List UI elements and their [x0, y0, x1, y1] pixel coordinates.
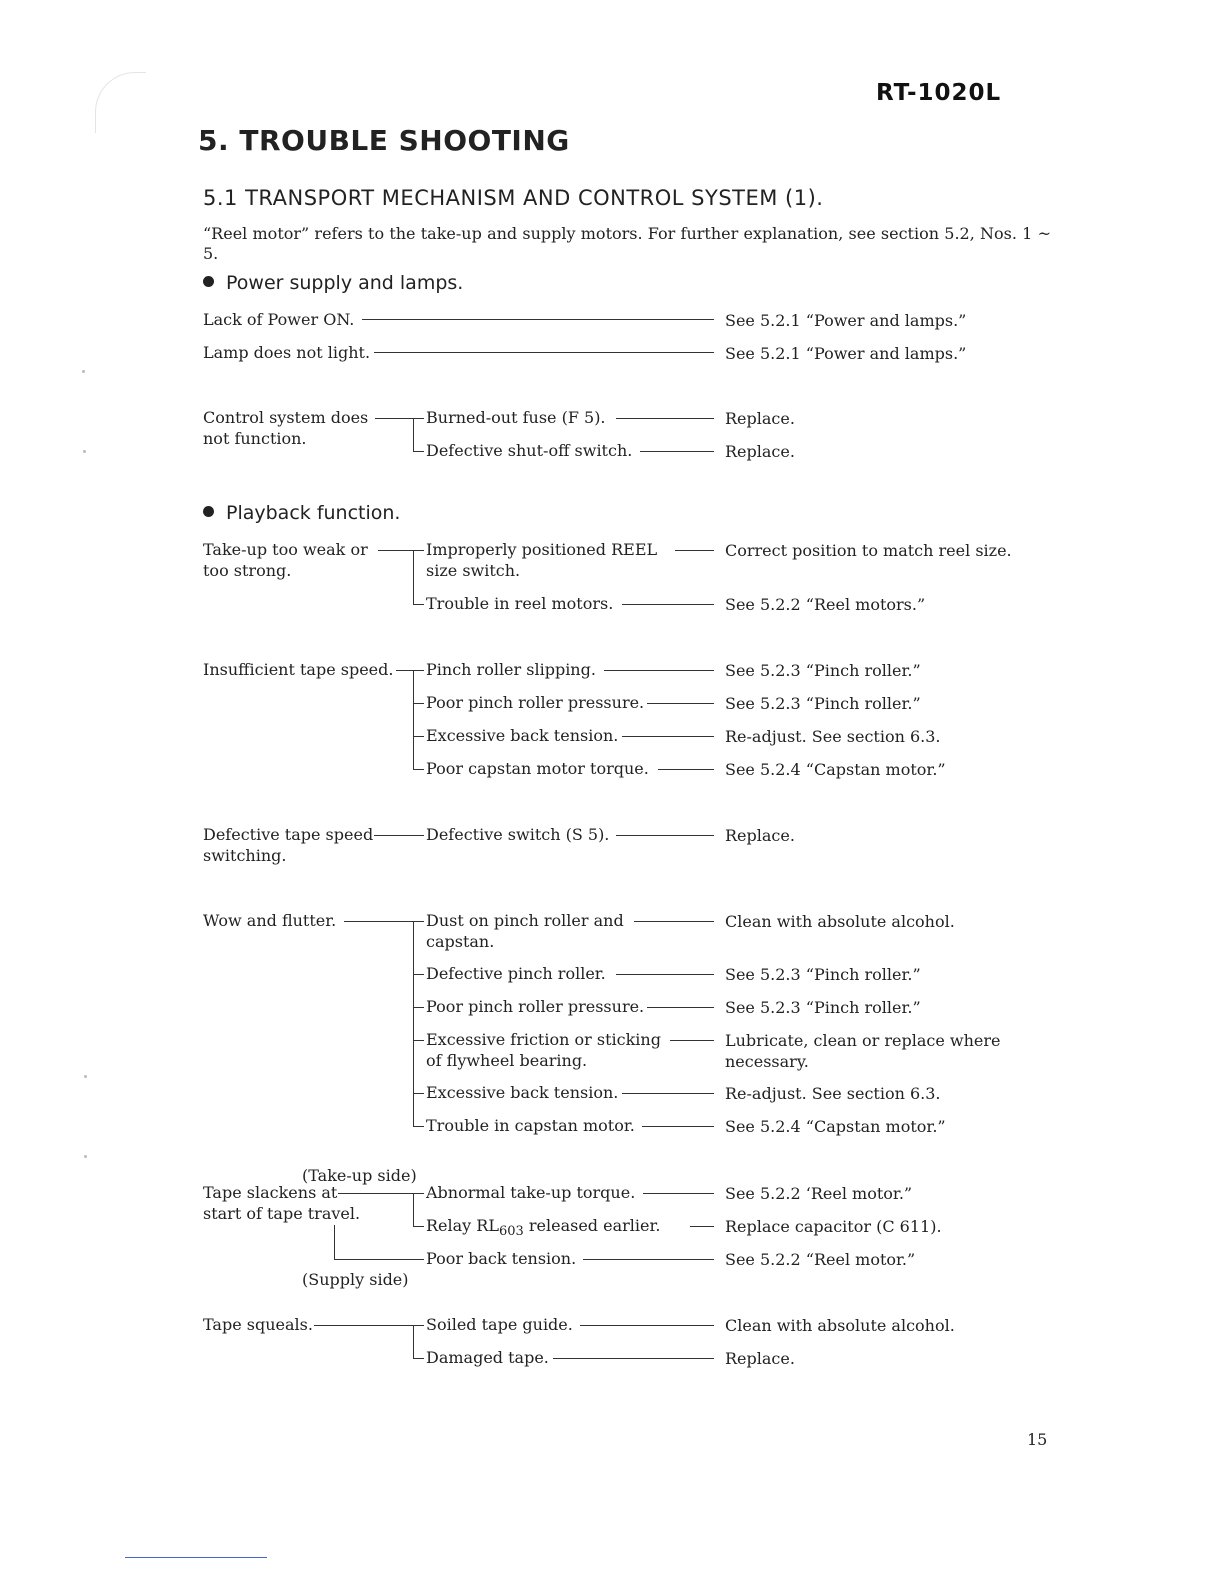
symptom-squeal: Tape squeals. [203, 1315, 313, 1334]
connector-line [553, 1358, 714, 1359]
connector-line [413, 736, 424, 737]
symptom-takeup-1: Take-up too weak or [203, 540, 368, 559]
connector-line [622, 736, 714, 737]
scan-speck [84, 1075, 87, 1078]
remedy-speed-switch: Replace. [725, 826, 795, 845]
bracket-line [334, 1225, 335, 1259]
connector-line [375, 418, 424, 419]
bracket-line [413, 1325, 414, 1358]
scan-speck [83, 450, 86, 453]
connector-line [413, 451, 424, 452]
label-takeup-side: (Take-up side) [302, 1166, 417, 1185]
connector-line [413, 1358, 424, 1359]
symptom-takeup-2: too strong. [203, 561, 292, 580]
remedy-wow-1: Clean with absolute alcohol. [725, 912, 955, 931]
connector-line [413, 1007, 424, 1008]
page-number: 15 [1027, 1430, 1048, 1449]
connector-line [616, 418, 714, 419]
connector-line [647, 1007, 714, 1008]
connector-line [658, 769, 714, 770]
symptom-speed: Insufficient tape speed. [203, 660, 394, 679]
cause-squeal-2: Damaged tape. [426, 1348, 549, 1367]
model-number: RT-1020L [876, 80, 1002, 106]
remedy-lamp: See 5.2.1 “Power and lamps.” [725, 344, 967, 363]
scan-speck [82, 370, 85, 373]
cause-wow-4a: Excessive friction or sticking [426, 1030, 661, 1049]
connector-line [642, 1126, 714, 1127]
remedy-takeup-2: See 5.2.2 “Reel motors.” [725, 595, 926, 614]
remedy-slack-3: See 5.2.2 “Reel motor.” [725, 1250, 916, 1269]
connector-line [396, 670, 424, 671]
connector-line [413, 1126, 424, 1127]
connector-line [622, 604, 714, 605]
connector-line [670, 1040, 714, 1041]
connector-line [374, 352, 714, 353]
remedy-wow-3: See 5.2.3 “Pinch roller.” [725, 998, 921, 1017]
symptom-wow: Wow and flutter. [203, 911, 337, 930]
intro-paragraph: “Reel motor” refers to the take-up and supply motors. For further explanation, see section 5.2, Nos. 1 ~ 5. [203, 224, 1051, 263]
connector-line [647, 703, 714, 704]
connector-line [413, 1226, 424, 1227]
cause-slack-1: Abnormal take-up torque. [426, 1183, 636, 1202]
remedy-squeal-1: Clean with absolute alcohol. [725, 1316, 955, 1335]
connector-line [580, 1325, 714, 1326]
cause-speed-3: Excessive back tension. [426, 726, 619, 745]
connector-line [634, 921, 714, 922]
remedy-wow-6: See 5.2.4 “Capstan motor.” [725, 1117, 946, 1136]
cause-squeal-1: Soiled tape guide. [426, 1315, 573, 1334]
page-title: 5. TROUBLE SHOOTING [198, 124, 570, 157]
label-supply-side: (Supply side) [302, 1270, 409, 1289]
connector-line [413, 1093, 424, 1094]
cause-takeup-1b: size switch. [426, 561, 521, 580]
bracket-line [413, 418, 414, 451]
cause-slack-2: Relay $RL_{603}$ released earlier. [426, 1216, 661, 1239]
cause-control-2: Defective shut-off switch. [426, 441, 633, 460]
symptom-control-2: not function. [203, 429, 307, 448]
symptom-lamp: Lamp does not light. [203, 343, 371, 362]
bracket-line [413, 1193, 414, 1226]
connector-line [675, 550, 714, 551]
remedy-speed-3: Re-adjust. See section 6.3. [725, 727, 941, 746]
cause-wow-3: Poor pinch roller pressure. [426, 997, 645, 1016]
connector-line [338, 1193, 424, 1194]
symptom-speed-switch-2: switching. [203, 846, 287, 865]
remedy-wow-4a: Lubricate, clean or replace where [725, 1031, 1001, 1050]
remedy-control-1: Replace. [725, 409, 795, 428]
group-heading-power: Power supply and lamps. [203, 272, 463, 294]
connector-line [344, 921, 424, 922]
remedy-speed-1: See 5.2.3 “Pinch roller.” [725, 661, 921, 680]
bracket-line [413, 921, 414, 1126]
cause-slack-3: Poor back tension. [426, 1249, 577, 1268]
scan-edge-line [125, 1557, 267, 1558]
connector-line [334, 1259, 424, 1260]
remedy-speed-2: See 5.2.3 “Pinch roller.” [725, 694, 921, 713]
remedy-wow-5: Re-adjust. See section 6.3. [725, 1084, 941, 1103]
bullet-icon [203, 276, 214, 287]
remedy-lack-power: See 5.2.1 “Power and lamps.” [725, 311, 967, 330]
remedy-squeal-2: Replace. [725, 1349, 795, 1368]
connector-line [413, 1040, 424, 1041]
remedy-takeup-1: Correct position to match reel size. [725, 541, 1012, 560]
connector-line [413, 769, 424, 770]
connector-line [616, 835, 714, 836]
symptom-slack-1: Tape slackens at [203, 1183, 338, 1202]
remedy-wow-2: See 5.2.3 “Pinch roller.” [725, 965, 921, 984]
bracket-line [413, 670, 414, 769]
cause-wow-6: Trouble in capstan motor. [426, 1116, 635, 1135]
cause-takeup-2: Trouble in reel motors. [426, 594, 614, 613]
bullet-icon [203, 506, 214, 517]
cause-wow-2: Defective pinch roller. [426, 964, 606, 983]
remedy-wow-4b: necessary. [725, 1052, 809, 1071]
cause-takeup-1a: Improperly positioned REEL [426, 540, 658, 559]
cause-speed-switch: Defective switch (S 5). [426, 825, 610, 844]
cause-wow-1b: capstan. [426, 932, 495, 951]
cause-speed-4: Poor capstan motor torque. [426, 759, 649, 778]
connector-line [378, 550, 424, 551]
symptom-slack-2: start of tape travel. [203, 1204, 361, 1223]
connector-line [413, 604, 424, 605]
symptom-speed-switch-1: Defective tape speed [203, 825, 374, 844]
cause-speed-2: Poor pinch roller pressure. [426, 693, 645, 712]
cause-control-1: Burned-out fuse (F 5). [426, 408, 606, 427]
remedy-slack-2: Replace capacitor (C 611). [725, 1217, 942, 1236]
cause-speed-1: Pinch roller slipping. [426, 660, 596, 679]
connector-line [616, 974, 714, 975]
group-heading-playback: Playback function. [203, 502, 400, 524]
connector-line [413, 974, 424, 975]
connector-line [314, 1325, 424, 1326]
cause-wow-5: Excessive back tension. [426, 1083, 619, 1102]
remedy-control-2: Replace. [725, 442, 795, 461]
symptom-control-1: Control system does [203, 408, 369, 427]
symptom-lack-power: Lack of Power ON. [203, 310, 355, 329]
section-title: 5.1 TRANSPORT MECHANISM AND CONTROL SYSTEM (1). [203, 186, 824, 210]
connector-line [374, 835, 424, 836]
scan-speck [84, 1155, 87, 1158]
connector-line [583, 1259, 714, 1260]
connector-line [362, 319, 714, 320]
connector-line [622, 1093, 714, 1094]
connector-line [640, 451, 714, 452]
remedy-speed-4: See 5.2.4 “Capstan motor.” [725, 760, 946, 779]
connector-line [643, 1193, 714, 1194]
remedy-slack-1: See 5.2.2 ‘Reel motor.” [725, 1184, 913, 1203]
connector-line [413, 703, 424, 704]
bracket-line [413, 550, 414, 604]
cause-wow-1a: Dust on pinch roller and [426, 911, 624, 930]
scan-artifact [95, 72, 146, 133]
connector-line [604, 670, 714, 671]
connector-line [690, 1226, 714, 1227]
cause-wow-4b: of flywheel bearing. [426, 1051, 588, 1070]
